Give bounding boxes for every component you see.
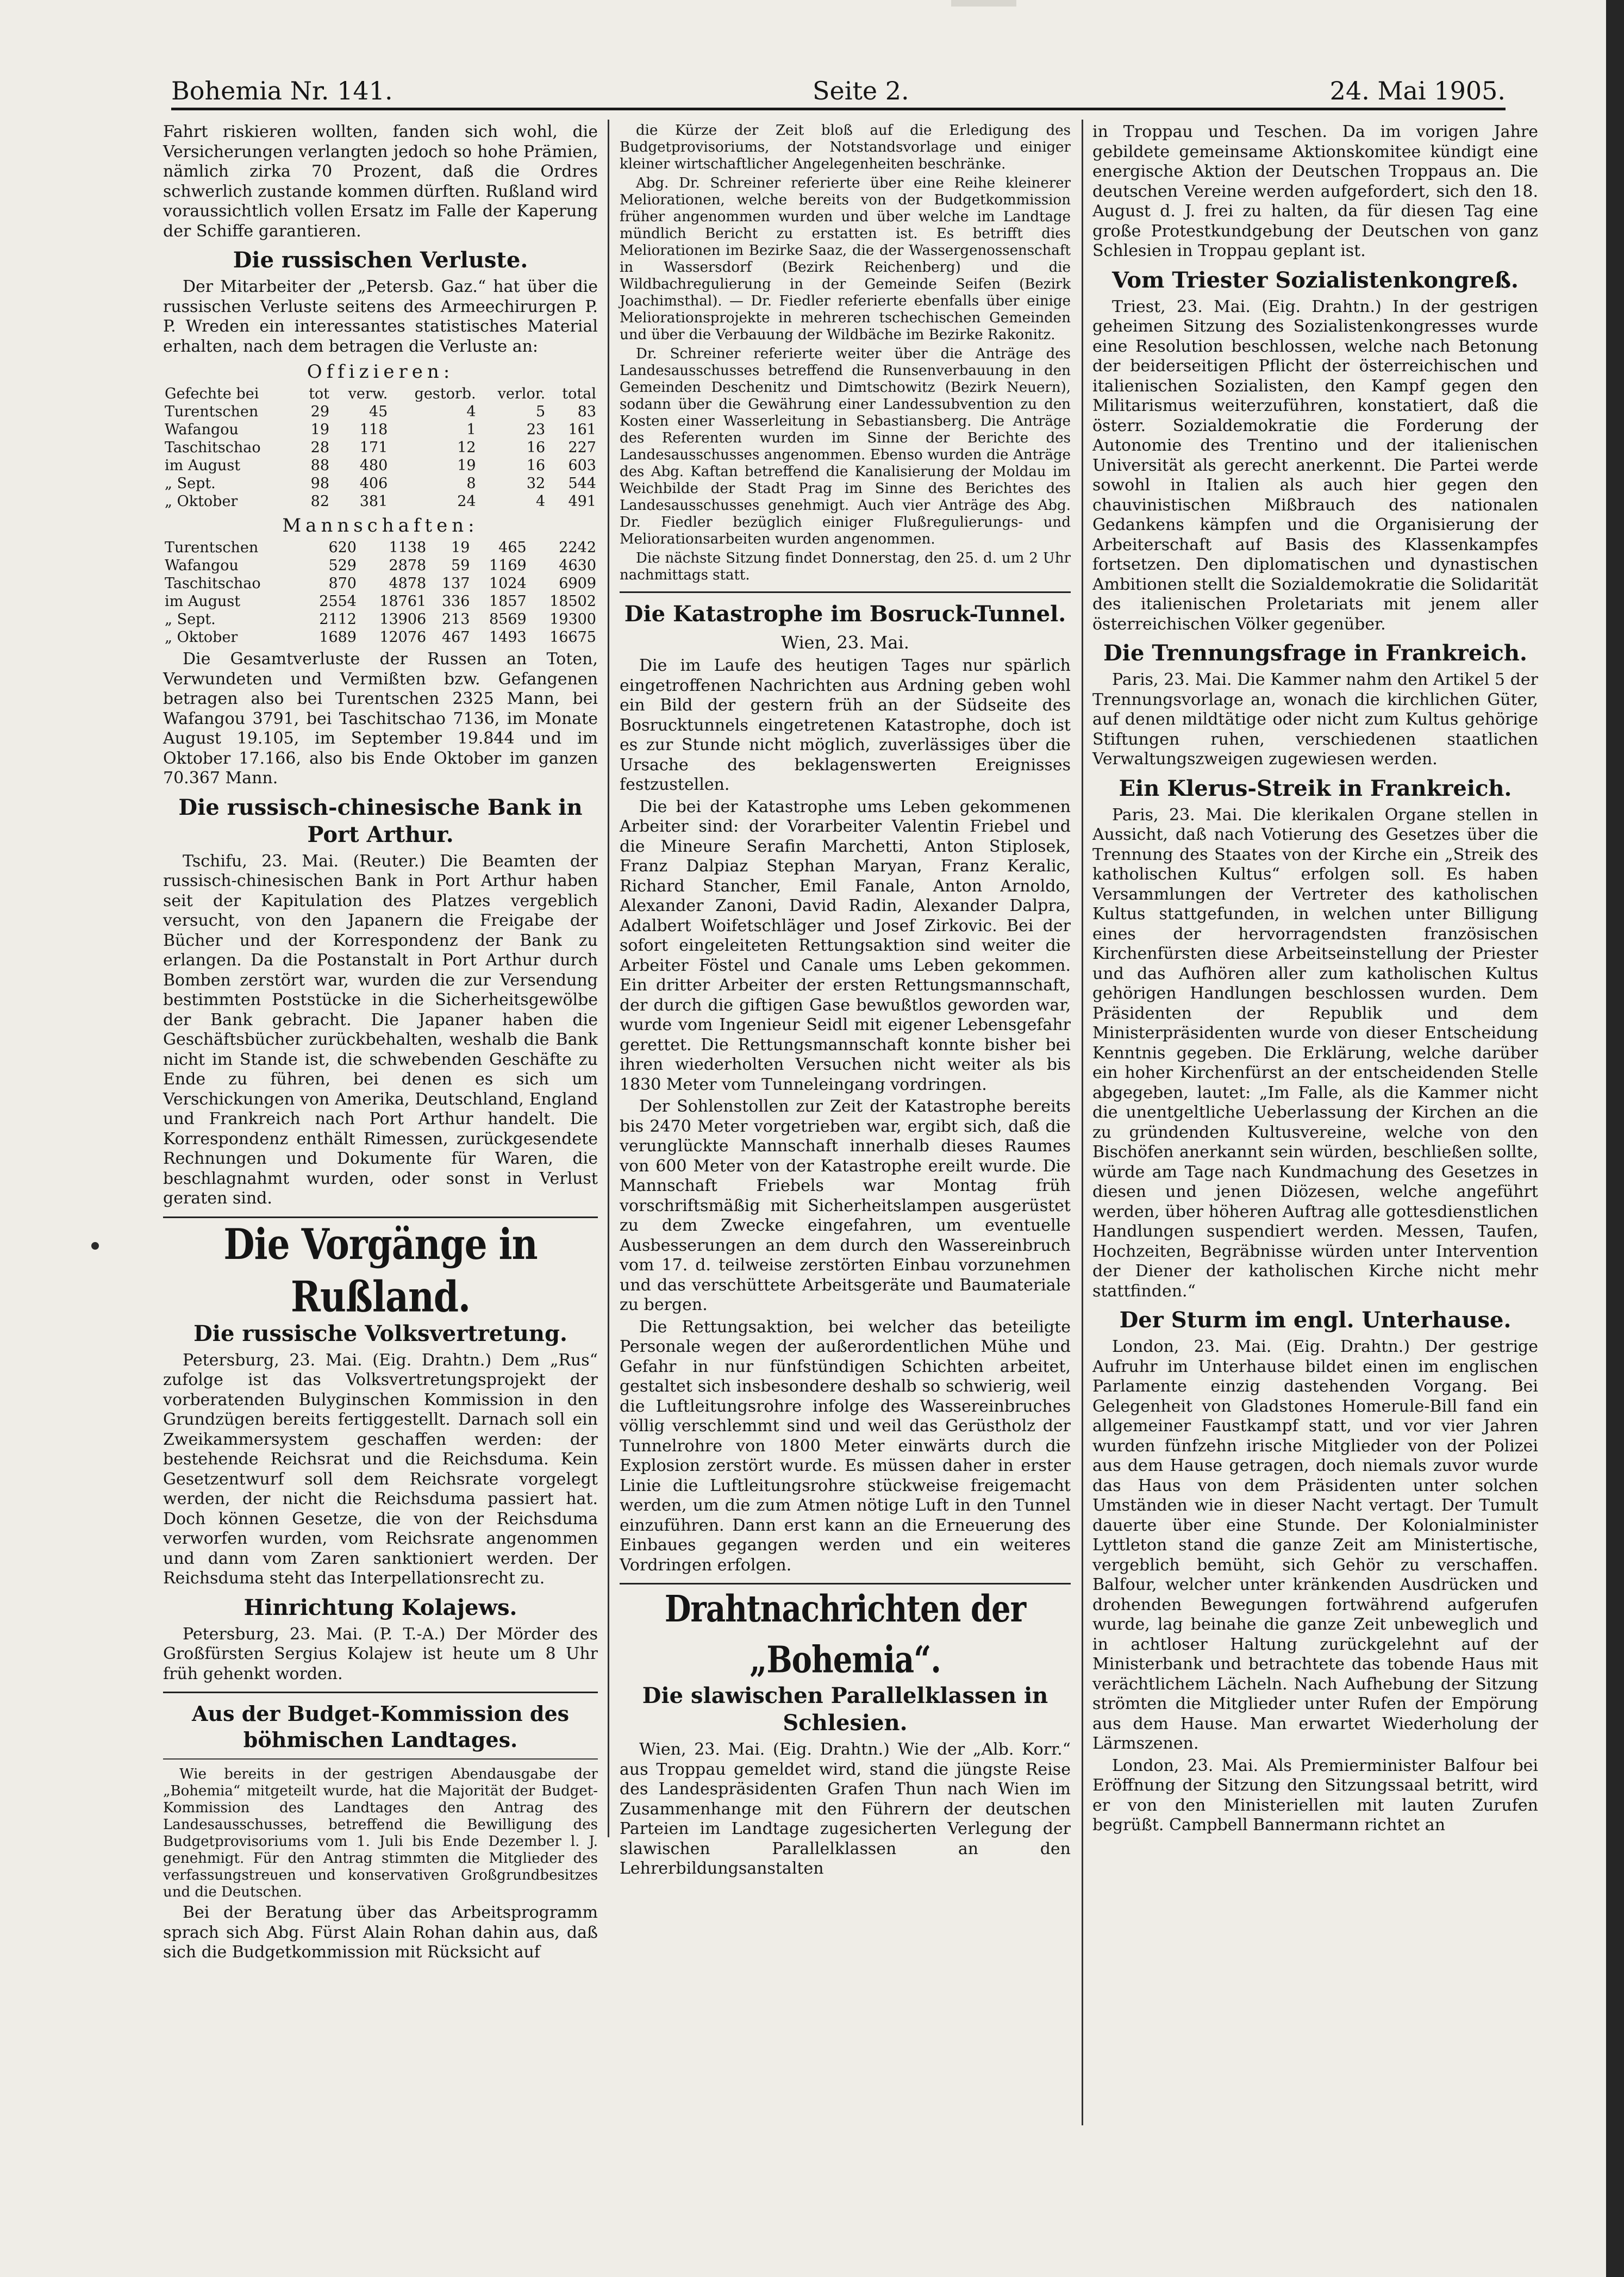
- cell: 544: [568, 475, 596, 492]
- heading-russian-losses: Die russischen Verluste.: [233, 247, 528, 273]
- cell: 6909: [559, 575, 596, 592]
- cell: 529: [328, 557, 357, 574]
- heading-rule: [163, 1758, 598, 1760]
- cell: 24: [457, 493, 476, 510]
- intro-paragraph: Fahrt riskieren wollten, fanden sich wohl, die Versicherungen verlangten jedoch so hohe Prämien, nämlich zirka 70 Prozent, daß die Ordres schwerlich zustande kommen dürften. Rußland wird voraussichtlich vollen Ersatz im Falle der Kaperung der Schiffe garantieren.: [163, 122, 598, 241]
- losses-summary: Die Gesamtverluste der Russen an Toten, Verwundeten und Vermißten bzw. Gefangenen betragen also bei Turentschen 2325 Mann, bei Wafangou 3791, bei Taschitschao 7136, im Monate August 19.105, im September 19.844 und im Oktober 17.166, also bis Ende Oktober im ganzen 70.367 Mann.: [163, 650, 598, 788]
- cell: 16: [526, 439, 546, 456]
- budget-paragraph-2: Bei der Beratung über das Arbeitsprogramm sprach sich Abg. Fürst Alain Rohan dahin aus, daß sich die Budgetkommission mit Rücksicht auf: [163, 1903, 598, 1962]
- cell: 59: [451, 557, 470, 574]
- cell: 1: [466, 421, 476, 438]
- column-rule-1: [608, 120, 609, 1837]
- meliorations-paragraph: Abg. Dr. Schreiner referierte über eine Reihe kleinerer Meliorationen, welche bereits von der Budgetkommission früher angenommen wurden und über welche im Landtage mündlich Bericht zu erstatten ist. Es betrifft dies Meliorationen im Bezirke Saaz, die der Wassergenossenschaft in Wassersdorf (Bezirk Reichenberg) und die Wildbachregulierung in der Gemeinde Seifen (Bezirk Joachimsthal). — Dr. Fiedler referierte ebenfalls über einige Meliorationsprojekte in mehreren tschechischen Gemeinden und über die Verbauung der Wildbäche im Bezirke Rakonitz.: [620, 175, 1071, 343]
- tunnel-paragraph-4: Die Rettungsaktion, bei welcher das beteiligte Personale wegen der außerordentlichen Mühe und Gefahr in nur fünfstündigen Schichten arbeitet, gestaltet sich insbesondere deshalb so schwierig, weil die Luftleitungsrohre infolge des Wassereinbruches völlig verschlemmt sind und weil das Gerüstholz der Tunnelrohre von 1800 Meter einwärts durch die Explosion zerstört wurde. Es müssen daher in erster Linie die Luftleitungsrohre stückweise freigemacht werden, um die zum Atmen nötige Luft in den Tunnel einzuführen. Dann erst kann an die Erneuerung des Einbaues gegangen werden und ein weiteres Vordringen erfolgen.: [620, 1317, 1071, 1575]
- table-row: [163, 592, 598, 610]
- table-row: [163, 492, 598, 510]
- cell: 603: [568, 457, 596, 474]
- cell: 8: [466, 475, 476, 492]
- officers-heading: Offizieren:: [307, 361, 454, 383]
- cell: 171: [359, 439, 388, 456]
- cell: 23: [526, 421, 546, 438]
- cell: 16675: [549, 629, 596, 646]
- cell: 1493: [489, 629, 527, 646]
- column-3: [1092, 122, 1538, 2128]
- table-row: [163, 539, 598, 557]
- cell: „ Sept.: [165, 611, 216, 628]
- heading-wire-news: Drahtnachrichten der „Bohemia“.: [664, 1587, 1026, 1682]
- cell: 19: [310, 421, 330, 438]
- table-row: [163, 421, 598, 439]
- cell: Taschitschao: [165, 439, 261, 456]
- next-session: Die nächste Sitzung findet Donnerstag, den 25. d. um 2 Uhr nachmittags statt.: [620, 550, 1071, 583]
- cell: 2554: [319, 593, 357, 610]
- column-1: [163, 122, 598, 1962]
- col-header: total: [562, 385, 596, 402]
- heading-clergy-strike: Ein Klerus-Streik in Frankreich.: [1119, 775, 1512, 801]
- tunnel-paragraph-1: Die im Laufe des heutigen Tages nur spärlich eingetroffenen Nachrichten aus Ardning geben wohl ein Bild der gestern früh an der Südseite des Bosrucktunnels eingetretenen Katastrophe, doch ist es zur Stunde nicht möglich, zuverlässiges über die Ursache des beklagenswerten Ereignisses festzustellen.: [620, 656, 1071, 794]
- slavic-classes-article: Wien, 23. Mai. (Eig. Drahtn.) Wie der „Alb. Korr.“ aus Troppau gemeldet wird, stand die jüngste Reise des Landespräsidenten Grafen Thun nach Wien im Zusammenhange mit den Führern der deutschen Parteien im Landtage zugesicherten Verlegung der slawischen Parallelklassen an den Lehrerbildungsanstalten: [620, 1740, 1071, 1878]
- cell: 227: [568, 439, 596, 456]
- tunnel-paragraph-2: Die bei der Katastrophe ums Leben gekommenen Arbeiter sind: der Vorarbeiter Valentin Friebel und die Mineure Serafin Marchetti, Anton Stiplosek, Franz Dalpiaz Stephan Maryan, Franz Keralic, Richard Stancher, Emil Fanale, Anton Arnoldo, Alexander Zanoni, David Radin, Alexander Dalpra, Adalbert Woifetschläger und Josef Zirkovic. Bei der sofort eingeleiteten Rettungsaktion sind weiter die Arbeiter Föstel und Canale ums Leben gekommen. Ein dritter Arbeiter der ersten Rettungsmannschaft, der durch die giftigen Gase bewußtlos geworden war, wurde vom Ingenieur Seidl mit eigener Lebensgefahr gerettet. Die Rettungsmannschaft konnte bisher bei ihren wiederholten Versuchen nicht weiter als bis 1830 Meter vom Tunneleingang vordringen.: [620, 797, 1071, 1094]
- column-rule-2: [1082, 120, 1083, 2125]
- cell: 16: [526, 457, 546, 474]
- section-divider: [163, 1692, 598, 1693]
- bank-article: Tschifu, 23. Mai. (Reuter.) Die Beamten der russisch-chinesischen Bank in Port Arthur haben seit der Kapitulation des Platzes vergeblich versucht, von den Japanern die Freigabe der Bücher und der Korrespondenz der Bank zu erlangen. Da die Postanstalt in Port Arthur durch Bomben zerstört war, wurden die zur Versendung bestimmten Poststücke in die Sicherheitsgewölbe der Bank gebracht. Die Japaner haben die Geschäftsbücher zurückbehalten, weshalb die Bank nicht im Stande ist, die schwebenden Geschäfte zu Ende zu führen, bei denen es sich um Verschickungen von Amerika, Deutschland, England und Frankreich nach Port Arthur handelt. Die Korrespondenz enthält Rimessen, zurückgesendete Rechnungen und Dokumente für Waren, die beschlagnahmt wurden, oder sonst in Verlust geraten sind.: [163, 851, 598, 1208]
- cell: 4: [536, 493, 546, 510]
- cell: Turentschen: [165, 403, 259, 420]
- cell: 1857: [489, 593, 527, 610]
- cell: im August: [165, 593, 241, 610]
- cell: 18502: [549, 593, 596, 610]
- cell: 18761: [379, 593, 427, 610]
- heading-russian-representation: Die russische Volksvertretung.: [193, 1320, 567, 1346]
- scan-edge: [1606, 0, 1624, 2277]
- cell: 870: [328, 575, 357, 592]
- cell: „ Oktober: [165, 629, 238, 646]
- representation-article: Petersburg, 23. Mai. (Eig. Drahtn.) Dem „Rus“ zufolge ist das Volksvertretungsprojekt der vorberatenden Bulyginschen Kommission in den Grundzügen bereits fertiggestellt. Darnach soll ein Zweikammersystem geschaffen werden: der bestehende Reichsrat und die Reichsduma. Kein Gesetzentwurf soll dem Reichsrate vorgelegt werden, der nicht die Reichsduma passiert hat. Doch können Gesetze, die von der Reichsduma verworfen wurden, vom Reichsrate angenommen und dann vom Zaren sanktioniert werden. Der Reichsduma steht das Interpellationsrecht zu.: [163, 1350, 598, 1588]
- heading-budget-commission: Aus der Budget-Kommission des böhmischen Landtages.: [191, 1701, 570, 1752]
- cell: 480: [359, 457, 388, 474]
- cell: 4: [466, 403, 476, 420]
- cell: 98: [310, 475, 330, 492]
- commons-paragraph-1: London, 23. Mai. (Eig. Drahtn.) Der gestrige Aufruhr im Unterhause bildet einen im englischen Parlamente einzig dastehenden Vorgang. Bei Gelegenheit von Gladstones Homerule-Bill fand ein allgemeiner Faustkampf statt, und vor vier Jahren wurden fünfzehn irische Mitglieder von der Polizei aus dem Hause getragen, doch niemals zuvor wurde das Haus von dem Präsidenten unter solchen Umständen wie in dieser Nacht vertagt. Der Tumult dauerte über eine Stunde. Der Kolonialminister Lyttleton stand die ganze Zeit am Ministertische, vergeblich bemüht, sich Gehör zu verschaffen. Balfour, welcher unter kränkenden Ausdrücken und drohenden Bewegungen fortwährend aufgerufen wurde, lag beinahe die ganze Zeit unbeweglich und in achtloser Haltung zurückgelehnt auf der Ministerbank und betrachtete das tobende Haus mit verächtlichem Lächeln. Nach Aufhebung der Sitzung strömten die Mitglieder unter Rufen der Empörung aus dem Hause. Man erwartet Wiederholung der Lärmszenen.: [1092, 1337, 1538, 1753]
- commons-paragraph-2: London, 23. Mai. Als Premierminister Balfour bei Eröffnung der Sitzung den Sitzungssaal betritt, wird er von den Ministeriellen mit lauten Zurufen begrüßt. Campbell Bannermann richtet an: [1092, 1756, 1538, 1835]
- cell: „ Oktober: [165, 493, 238, 510]
- ink-dot: [91, 1242, 99, 1250]
- col-header: tot: [309, 385, 330, 402]
- cell: 118: [359, 421, 388, 438]
- cell: 381: [359, 493, 388, 510]
- cell: 88: [310, 457, 330, 474]
- cell: Wafangou: [165, 557, 239, 574]
- cell: 2112: [319, 611, 357, 628]
- header-issue: Bohemia Nr. 141.: [171, 76, 393, 105]
- header-rule: [171, 108, 1506, 110]
- col-header: verlor.: [497, 385, 546, 402]
- troppau-continued: in Troppau und Teschen. Da im vorigen Jahre gebildete gemeinsame Aktionskomitee kündigt eine energische Aktion der Deutschen Troppaus an. Die deutschen Vereine werden aufgefordert, sich den 18. August d. J. frei zu halten, da für diesen Tag eine große Protestkundgebung der Deutschen von ganz Schlesien in Troppau geplant ist.: [1092, 122, 1538, 260]
- cell: 19300: [549, 611, 596, 628]
- officers-table: [163, 385, 598, 510]
- table-row: [163, 457, 598, 475]
- cell: 29: [310, 403, 330, 420]
- cell: 4878: [389, 575, 427, 592]
- cell: 465: [498, 539, 527, 556]
- table-row: [163, 475, 598, 492]
- cell: 2878: [389, 557, 427, 574]
- cell: 1024: [489, 575, 527, 592]
- cell: Taschitschao: [165, 575, 261, 592]
- execution-article: Petersburg, 23. Mai. (P. T.-A.) Der Mörder des Großfürsten Sergius Kolajew ist heute um 8 Uhr früh gehenkt worden.: [163, 1624, 598, 1683]
- heading-bank-port-arthur: Die russisch-chinesische Bank in Port Arthur.: [178, 794, 583, 847]
- cell: 467: [441, 629, 470, 646]
- tunnel-paragraph-3: Der Sohlenstollen zur Zeit der Katastrophe bereits bis 2470 Meter vorgetrieben war, ergibt sich, daß die verunglückte Mannschaft innerhalb dieses Raumes von 600 Meter von der Katastrophe ereilt wurde. Die Mannschaft Friebels war Montag früh vorschriftsmäßig mit Sicherheitslampen ausgerüstet zu dem Zwecke eingefahren, um eventuelle Ausbesserungen an dem durch den Wassereinbruch vom 17. d. teilweise zerstörten Einbau vorzunehmen und das verschüttete Arbeitsgeräte und Baumateriale zu bergen.: [620, 1097, 1071, 1314]
- cell: 5: [536, 403, 546, 420]
- heading-events-russia: Die Vorgänge in Rußland.: [223, 1219, 538, 1321]
- cell: „ Sept.: [165, 475, 216, 492]
- cell: im August: [165, 457, 241, 474]
- budget-continued: die Kürze der Zeit bloß auf die Erledigung des Budgetprovisoriums, der Notstandsvorlage und einiger kleiner wirtschaftlicher Angelegenheiten beschränke.: [620, 122, 1071, 172]
- cell: 13906: [379, 611, 427, 628]
- table-row: [163, 575, 598, 592]
- heading-trieste-congress: Vom Triester Sozialistenkongreß.: [1112, 267, 1519, 293]
- schreiner-paragraph: Dr. Schreiner referierte weiter über die Anträge des Landesausschusses betreffend die Runsenverbauung in den Gemeinden Deschenitz und Dimtschowitz (Bezirk Neuern), sodann über die Gewährung einer Landessubvention zu den Kosten einer Wasserleitung in Sebastiansberg. Die Anträge des Referenten wurden im Sinne der Berichte des Landesausschusses angenommen. Ebenso wurden die Anträge des Abg. Kaftan betreffend die Kanalisierung der Moldau im Weichbilde der Stadt Prag im Sinne des Berichtes des Landesausschusses genehmigt. Auch vier Anträge des Abg. Dr. Fiedler bezüglich einiger Flußregulierungs- und Meliorationsarbeiten wurden angenommen.: [620, 346, 1071, 547]
- header-page-number: Seite 2.: [813, 76, 909, 105]
- col-header: Gefechte bei: [165, 385, 259, 402]
- cell: Turentschen: [165, 539, 259, 556]
- table-row: [163, 610, 598, 628]
- cell: 45: [368, 403, 388, 420]
- column-2: [620, 122, 1071, 2112]
- table-header-row: [163, 385, 598, 403]
- cell: 1689: [319, 629, 357, 646]
- cell: 12076: [379, 629, 427, 646]
- table-row: [163, 439, 598, 457]
- cell: 19: [451, 539, 470, 556]
- col-header: gestorb.: [414, 385, 476, 402]
- cell: 8569: [489, 611, 527, 628]
- cell: 137: [441, 575, 470, 592]
- losses-intro: Der Mitarbeiter der „Petersb. Gaz.“ hat über die russischen Verluste seitens des Armeechirurgen P. P. Wreden ein interessantes statistisches Material erhalten, nach dem betragen die Verluste an:: [163, 277, 598, 356]
- cell: 491: [568, 493, 596, 510]
- cell: Wafangou: [165, 421, 239, 438]
- separation-article: Paris, 23. Mai. Die Kammer nahm den Artikel 5 der Trennungsvorlage an, wonach die kirchlichen Güter, auf denen mildtätige oder nicht zum Kultus gehörige Stiftungen ruhen, verschiedenen staatlichen Verwaltungszweigen zugewiesen werden.: [1092, 670, 1538, 769]
- heading-slavic-classes: Die slawischen Parallelklassen in Schlesien.: [642, 1683, 1048, 1736]
- cell: 406: [359, 475, 388, 492]
- cell: 1169: [489, 557, 527, 574]
- cell: 19: [457, 457, 476, 474]
- col-header: verw.: [348, 385, 388, 402]
- section-divider: [620, 591, 1071, 593]
- page-header: [171, 65, 1506, 114]
- heading-separation-france: Die Trennungsfrage in Frankreich.: [1103, 640, 1527, 666]
- men-heading: Mannschaften:: [282, 515, 479, 537]
- heading-execution-kolajew: Hinrichtung Kolajews.: [243, 1594, 517, 1620]
- cell: 28: [310, 439, 330, 456]
- cell: 161: [568, 421, 596, 438]
- table-row: [163, 628, 598, 646]
- cell: 620: [328, 539, 357, 556]
- cell: 4630: [559, 557, 596, 574]
- cell: 32: [526, 475, 546, 492]
- clergy-strike-article: Paris, 23. Mai. Die klerikalen Organe stellen in Aussicht, daß nach Votierung des Gesetzes über die Trennung des Staates von der Kirche ein „Streik des katholischen Kultus“ erfolgen soll. Es haben Versammlungen der Vertreter des katholischen Kultus stattgefunden, in welchen unter Billigung eines der hervorragendsten französischen Kirchenfürsten diese Arbeitseinstellung der Priester und das Aufhören aller zum katholischen Kultus gehörigen Handlungen beschlossen wurden. Dem Präsidenten der Republik und dem Ministerpräsidenten wurde von dieser Entscheidung Kenntnis gegeben. Die Erklärung, welche darüber ein hoher Kirchenfürst an der entscheidenden Stelle abgegeben, lautet: „Im Falle, als die Kammer nicht die unentgeltliche Ueberlassung der Kirchen an die zu gründenden Kultusvereine, welche von den Bischöfen anerkannt sein würden, beschließen sollte, würde am Tage nach Kundmachung des Gesetzes in diesen und jenen Diözesen, welche angeführt werden, über höheren Auftrag alle gottesdienstlichen Handlungen suspendiert werden. Messen, Taufen, Hochzeiten, Begräbnisse würden unter Intervention der Diener der katholischen Kirche nicht mehr stattfinden.“: [1092, 805, 1538, 1301]
- table-row: [163, 403, 598, 421]
- dateline-vienna: Wien, 23. Mai.: [781, 632, 909, 653]
- heading-storm-commons: Der Sturm im engl. Unterhause.: [1119, 1307, 1511, 1333]
- paper-fold: [951, 0, 1016, 7]
- cell: 336: [441, 593, 470, 610]
- heading-bosruck-tunnel: Die Katastrophe im Bosruck-Tunnel.: [624, 601, 1066, 627]
- cell: 83: [577, 403, 596, 420]
- table-row: [163, 557, 598, 575]
- cell: 82: [310, 493, 330, 510]
- cell: 1138: [389, 539, 427, 556]
- cell: 12: [457, 439, 476, 456]
- cell: 2242: [559, 539, 596, 556]
- men-table: [163, 539, 598, 646]
- header-date: 24. Mai 1905.: [1329, 76, 1506, 105]
- budget-paragraph-1: Wie bereits in der gestrigen Abendausgabe der „Bohemia“ mitgeteilt wurde, hat die Majorität der Budget-Kommission des Landtages den Antrag des Landesausschusses, betreffend die Bewilligung des Budgetprovisoriums vom 1. Juli bis Ende Dezember l. J. genehmigt. Für den Antrag stimmten die Mitglieder des verfassungstreuen und konservativen Großgrundbesitzes und die Deutschen.: [163, 1766, 598, 1900]
- cell: 213: [441, 611, 470, 628]
- trieste-article: Triest, 23. Mai. (Eig. Drahtn.) In der gestrigen geheimen Sitzung des Sozialistenkongresses wurde eine Resolution beschlossen, welche nach Betonung der beiderseitigen Pflicht der österreichischen und italienischen Sozialisten, den Kampf gegen den Militarismus weiterzuführen, konstatiert, daß die österr. Sozialdemokratie die Forderung der Autonomie des Trentino und der italienischen Universität als gerecht anerkennt. Die Partei werde sowohl in Italien als auch hier gegen den chauvinistischen Mißbrauch des nationalen Gedankens kämpfen und die Organisierung der Arbeiterschaft auf Basis des Klassenkampfes fortsetzen. Den diplomatischen und dynastischen Ambitionen stellt die Sozialdemokratie die Solidarität des italienischen Proletariats mit jenem aller österreichischen Völker gegenüber.: [1092, 297, 1538, 634]
